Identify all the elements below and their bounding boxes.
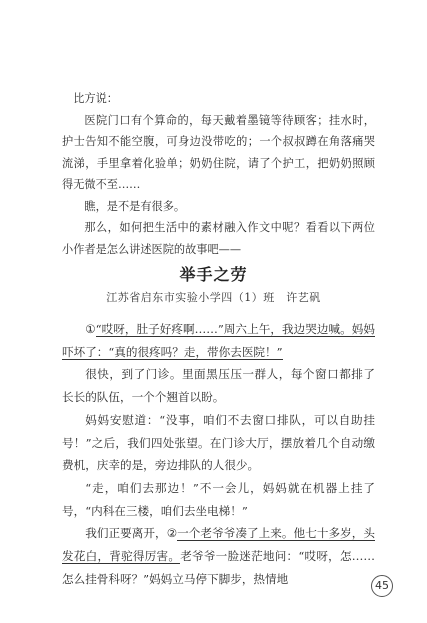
article-byline: 江苏省启东市实验小学四（1）班 许艺矾 [106, 291, 321, 304]
intro-remark: 瞧，是不是有很多。 [84, 199, 186, 213]
underlined-sentence: “哎呀，肚子好疼啊……”周六上午，我边哭边喊。妈妈吓坏了：“真的很疼吗？走，带你去医院！” [62, 322, 375, 359]
intro-transition: 那么，如何把生活中的素材融入作文中呢？看看以下两位小作者是怎么讲述医院的故事吧—— [62, 221, 375, 256]
underlined-sentence: 一个老爷爷凑了上来。他七十多岁，头发花白，背驼得厉害。 [62, 526, 375, 564]
article-title: 举手之劳 [179, 265, 248, 284]
intro-lead: 比方说： [73, 92, 118, 105]
story-paragraph: 妈妈安慰道：“没事，咱们不去窗口排队，可以自助挂号！”之后，我们四处张望。在门诊大厅，摆放着几个自动缴费机，庆幸的是，旁边排队的人很少。 [62, 412, 375, 473]
story-paragraph [62, 318, 375, 363]
page-number: 45 [371, 575, 393, 597]
story-paragraph [62, 522, 375, 590]
story-text: 老爷爷一脸迷茫地问：“哎呀，怎……怎么挂骨科呀？”妈妈立马停下脚步，热情地 [62, 549, 375, 586]
story-paragraph: 很快，到了门诊。里面黑压压一群人，每个窗口都排了长长的队伍，一个个翘首以盼。 [62, 367, 375, 405]
story-body [62, 318, 375, 590]
annotation-mark-2: ② [166, 526, 178, 541]
intro-examples: 医院门口有个算命的，每天戴着墨镜等待顾客；挂水时，护士告知不能空腹，可身边没带吃的；一个叔叔蹲在角落痛哭流涕，手里拿着化验单；奶奶住院，请了个护工，把奶奶照顾得无微不至…… [62, 113, 375, 191]
story-text: 我们正要离开， [85, 526, 167, 541]
intro-section [62, 88, 375, 260]
story-paragraph: “走，咱们去那边！”不一会儿，妈妈就在机器上挂了号，“内科在三楼，咱们去坐电梯！” [62, 480, 375, 518]
annotation-mark-1: ① [85, 322, 96, 336]
